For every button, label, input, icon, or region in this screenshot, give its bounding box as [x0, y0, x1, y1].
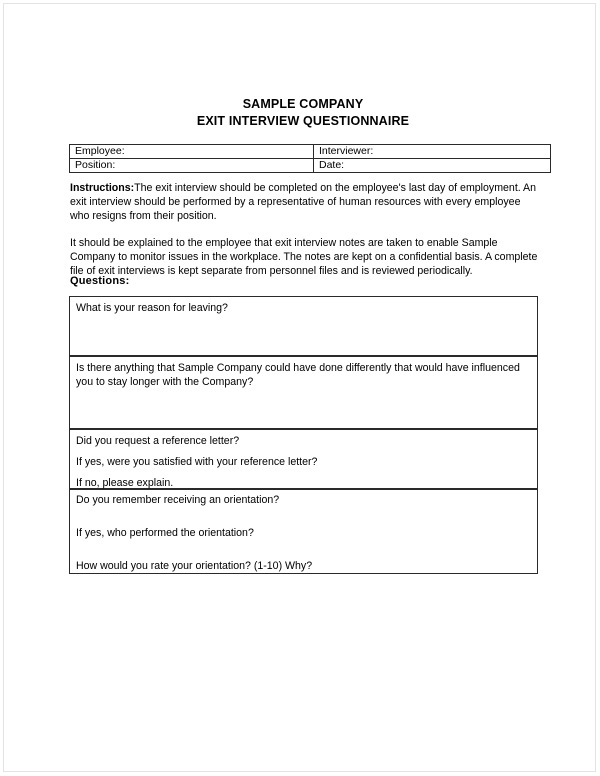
instructions-section	[70, 182, 538, 278]
question-text: If no, please explain.	[76, 477, 174, 489]
question-box-orientation[interactable]	[69, 489, 538, 574]
instructions-paragraph-2: It should be explained to the employee that exit interview notes are taken to enable Sample Company to monitor issues in the workplace. The notes are kept on a confidential basis. A complete file of exit interviews is kept separate from personnel files and is reviewed periodically.	[70, 236, 538, 277]
interviewer-field-cell[interactable]: Interviewer:	[314, 145, 551, 159]
position-field-cell[interactable]: Position:	[70, 159, 314, 173]
question-text: How would you rate your orientation? (1-10) Why?	[76, 560, 313, 572]
date-field-cell[interactable]: Date:	[314, 159, 551, 173]
question-text: Is there anything that Sample Company could have done differently that would have influenced you to stay longer with the Company?	[76, 362, 520, 388]
title-line-form-name: EXIT INTERVIEW QUESTIONNAIRE	[196, 113, 410, 128]
question-text: If yes, were you satisfied with your reference letter?	[76, 456, 318, 468]
title-line-company: SAMPLE COMPANY	[242, 97, 364, 111]
question-box-reason-for-leaving[interactable]	[69, 296, 538, 356]
instructions-paragraph-1	[70, 182, 538, 223]
employee-info-table	[69, 144, 551, 173]
document-page	[3, 3, 596, 772]
page-title	[67, 96, 539, 129]
question-text: Do you remember receiving an orientation?	[76, 494, 280, 506]
questions-heading: Questions:	[70, 275, 130, 287]
table-row	[70, 159, 551, 173]
question-text: If yes, who performed the orientation?	[76, 527, 254, 539]
question-box-stay-longer[interactable]	[69, 356, 538, 429]
instructions-label: Instructions:	[70, 182, 135, 194]
document-content-area	[67, 4, 539, 771]
instructions-paragraph-1-text: The exit interview should be completed on the employee's last day of employment. An exit interview should be performed by a representative of human resources with every employee who resigns from their position.	[70, 182, 537, 222]
question-text: What is your reason for leaving?	[76, 302, 228, 314]
employee-field-cell[interactable]: Employee:	[70, 145, 314, 159]
table-row	[70, 145, 551, 159]
question-box-reference-letter[interactable]	[69, 429, 538, 489]
question-text: Did you request a reference letter?	[76, 435, 240, 447]
